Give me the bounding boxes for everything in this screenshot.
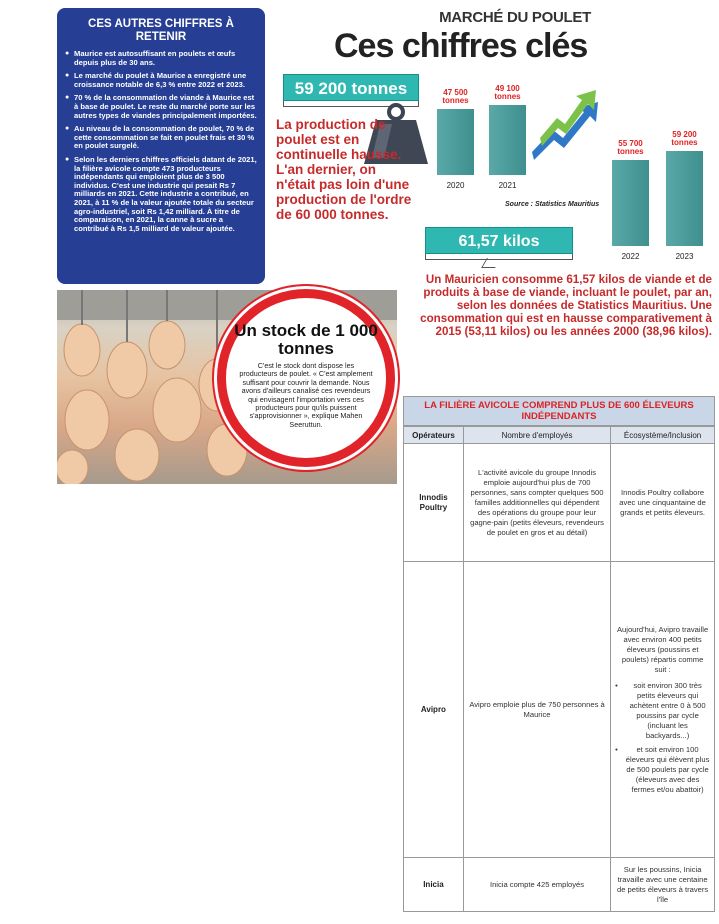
- bar-value-label: 49 100 tonnes: [494, 84, 521, 102]
- chart-bar: [612, 160, 649, 246]
- ecosystem-item: • et soit environ 100 éleveurs qui élèvent plus de 500 poulets par cycle (éleveurs avec des fermes et/ou abattoir): [615, 745, 710, 795]
- chart-bar: [437, 109, 474, 175]
- stock-text: C'est le stock dont dispose les producteurs de poulet. « C'est amplement suffisant pour couvrir la demande. Nous avons d'ailleurs canalisé ces revendeurs qui envisagent l'importation vers ces producteurs pour qu'ils puissent s'approvisionner », explique Mahen Seeruttun.: [239, 361, 373, 429]
- fact-item: ● 70 % de la consommation de viande à Maurice est à base de poulet. Le reste du marché porte sur les autres types de viandes principalement importées.: [65, 94, 257, 120]
- page-title: Ces chiffres clés: [334, 27, 588, 65]
- stock-title: Un stock de 1 000 tonnes: [234, 321, 378, 358]
- growth-arrow-icon: [532, 88, 614, 168]
- ecosystem-intro: Aujourd'hui, Avipro travaille avec environ 400 petits éleveurs (poussins et poulets) répartis comme suit :: [616, 624, 709, 674]
- bar-value-label: 47 500 tonnes: [442, 88, 469, 106]
- section-kicker: MARCHÉ DU POULET: [439, 9, 591, 26]
- fact-item: ● Le marché du poulet à Maurice a enregistré une croissance notable de 6,3 % entre 2022 et 2023.: [65, 72, 257, 89]
- employees-cell: Inicia compte 425 employés: [463, 858, 610, 912]
- employees-cell: L'activité avicole du groupe Innodis emploie aujourd'hui plus de 700 personnes, sans compter quelques 500 familles additionnelles qui dépendent des opérations du groupe pour leur gagne-pain (petits éleveurs, revendeurs de poulet en gros et au détail): [463, 444, 610, 562]
- bar-value-label: 55 700 tonnes: [617, 138, 644, 156]
- ecosystem-list: [615, 681, 710, 795]
- column-header: Opérateurs: [404, 427, 464, 444]
- employees-cell: Avipro emploie plus de 750 personnes à Maurice: [463, 562, 610, 858]
- operators-table-section: [403, 396, 715, 912]
- column-header: Écosystème/Inclusion: [611, 427, 715, 444]
- table-header-row: [404, 427, 715, 444]
- chart-source: Source : Statistics Mauritius: [505, 201, 600, 208]
- consumption-text: Un Mauricien consomme 61,57 kilos de viande et de produits à base de viande, incluant le poulet, par an, selon les données de Statistics Mauritius. Une consommation qui est en hausse comparativement à 2015 (53,11 kilos) ou les années 2000 (38,96 kilos).: [420, 273, 712, 338]
- fact-item: ● Maurice est autosuffisant en poulets et œufs depuis plus de 30 ans.: [65, 50, 257, 67]
- fact-item: ● Au niveau de la consommation de poulet, 70 % de cette consommation se fait en poulet frais et 30 % en poulet surgelé.: [65, 125, 257, 151]
- bar-category-label: 2022: [621, 252, 640, 261]
- table-row: [404, 562, 715, 858]
- operators-table: [403, 426, 715, 912]
- fact-item: ● Selon les derniers chiffres officiels datant de 2021, la filière avicole compte 473 producteurs indépendants qui emploient plus de 3 500 individus. C'est une industrie qui pesait Rs 7 milliards en 2021. Cette industrie a contribué, en 2021, à 11 % de la valeur ajoutée totale du secteur agro-industriel, soit Rs 1,42 milliard. À titre de comparaison, en 2021, la canne à sucre a contribué à Rs 1,5 milliard de valeur ajoutée.: [65, 156, 257, 233]
- table-row: [404, 858, 715, 912]
- operator-cell: Inicia: [404, 858, 464, 912]
- table-title: LA FILIÈRE AVICOLE COMPREND PLUS DE 600 ÉLEVEURS INDÉPENDANTS: [403, 396, 715, 426]
- table-row: [404, 444, 715, 562]
- chart-bar: [489, 105, 526, 175]
- ecosystem-cell: [611, 562, 715, 858]
- bar-value-label: 59 200 tonnes: [671, 130, 698, 148]
- operator-cell: Avipro: [404, 562, 464, 858]
- facts-title: CES AUTRES CHIFFRES À RETENIR: [88, 18, 234, 43]
- ecosystem-cell: Innodis Poultry collabore avec une cinquantaine de grands et petits éleveurs.: [611, 444, 715, 562]
- bar-category-label: 2023: [675, 252, 694, 261]
- ecosystem-item: • soit environ 300 très petits éleveurs qui achètent entre 0 à 500 poussins par cycle (incluant les backyards...): [615, 681, 710, 741]
- stock-callout: [217, 289, 395, 467]
- operator-cell: Innodis Poultry: [404, 444, 464, 562]
- production-text: La production de poulet est en continuelle hausse. L'an dernier, on n'était pas loin d'une production de l'ordre de 60 000 tonnes.: [276, 117, 412, 222]
- production-highlight: 59 200 tonnes: [283, 74, 419, 101]
- consumption-highlight: 61,57 kilos: [425, 227, 573, 254]
- column-header: Nombre d'employés: [463, 427, 610, 444]
- bar-category-label: 2020: [446, 181, 465, 190]
- ecosystem-cell: Sur les poussins, Inicia travaille avec une centaine de petits éleveurs à travers l'île: [611, 858, 715, 912]
- chart-bar: [666, 151, 703, 246]
- bar-category-label: 2021: [498, 181, 517, 190]
